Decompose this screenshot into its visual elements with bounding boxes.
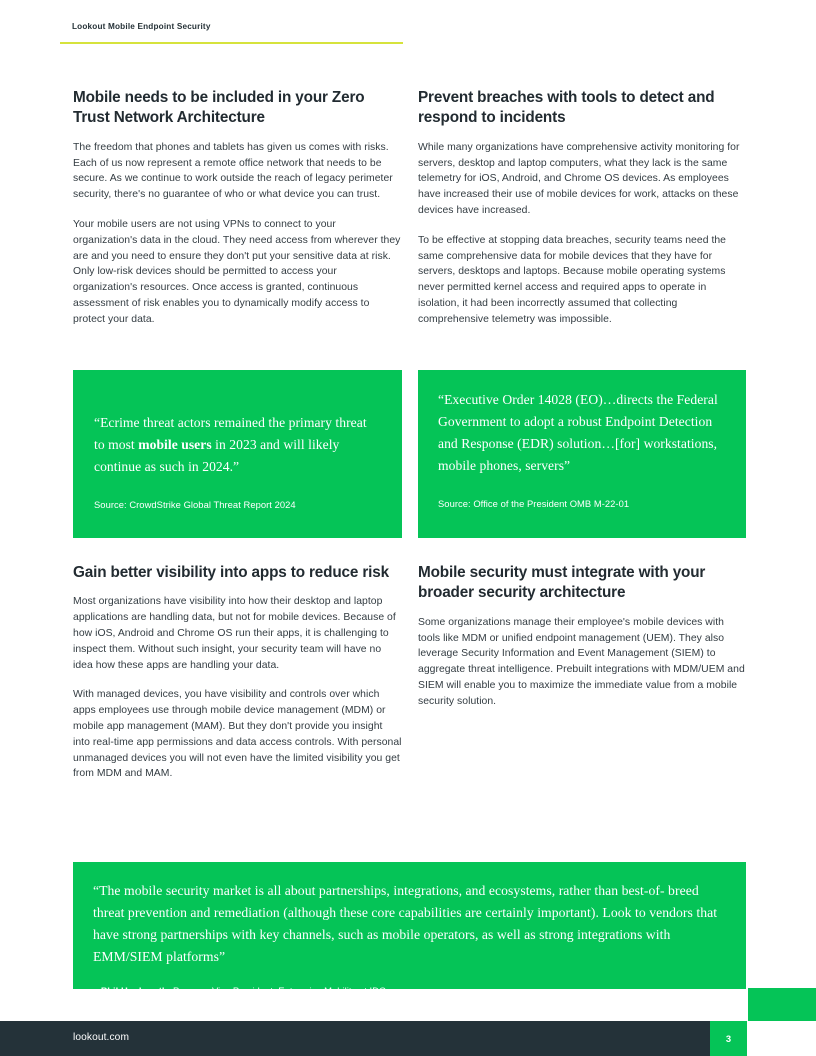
quote-text-emphasis: mobile users: [138, 437, 212, 453]
page-header: [60, 22, 403, 44]
page-number-badge: 3: [710, 1021, 747, 1056]
paragraph: Some organizations manage their employee's mobile devices with tools like MDM or unified endpoint management (UEM). They also leverage Security Information and Event Management (SIEM) to aggregate threat intelligence. Prebuilt integrations with MDM/UEM and SIEM will enable you to maximize the immediate value from a mobile security solution.: [418, 616, 745, 707]
section-title-integrate: Mobile security must integrate with your broader security architecture: [418, 564, 706, 602]
quote-text-part: “Ecrime threat actors remained the primary threat to most: [94, 415, 367, 453]
quote-card-crowdstrike: [73, 370, 402, 538]
quote-text: “Executive Order 14028 (EO)…directs the Federal Government to adopt a robust Endpoint Detection and Response (EDR) solution…[for] workstations, mobile phones, servers”: [438, 392, 718, 474]
section-prevent-breaches: [418, 88, 746, 328]
footer-accent-block: [748, 988, 816, 1021]
quote-card-idc: [73, 862, 746, 996]
section-title-app-visibility: Gain better visibility into apps to reduce risk: [73, 564, 389, 581]
section-integrate: [418, 563, 746, 710]
quote-card-omb: [418, 370, 746, 538]
section-app-visibility: [73, 563, 402, 782]
paragraph: Most organizations have visibility into how their desktop and laptop applications are handling data, but not for mobile devices. Because of how iOS, Android and Chrome OS run their apps, it is challenging to inspect them. Without such insight, your security team will have no idea how these apps are handling your data.: [73, 596, 396, 671]
document-kicker: Lookout Mobile Endpoint Security: [72, 22, 211, 31]
quote-source: Source: CrowdStrike Global Threat Report 2024: [94, 499, 296, 511]
paragraph: To be effective at stopping data breaches, security teams need the same comprehensive data for mobile devices that they have for servers, desktops and laptops. Because mobile operating systems never permitted kernel access and required apps to operate in isolation, it had been incorrectly assumed that collecting comprehensive telemetry was impossible.: [418, 234, 727, 325]
quote-text: [94, 412, 376, 478]
header-rule: [60, 42, 403, 44]
quote-source-name: Phil Hochmuth: [100, 984, 168, 996]
paragraph: The freedom that phones and tablets has given us comes with risks. Each of us now represent a remote office network that needs to be secure. As we continue to work outside the reach of legacy perimeter security, there's no guarantee of who or what device you can trust.: [73, 141, 393, 201]
quote-source: [93, 984, 724, 998]
paragraph: While many organizations have comprehensive activity monitoring for servers, desktop and laptop computers, what they lack is the same telemetry for iOS, Android, and Chrome OS devices. As employees have increased their use of mobile devices for work, attacks on these devices have increased.: [418, 141, 740, 216]
section-zero-trust: [73, 88, 402, 328]
section-title-prevent-breaches: Prevent breaches with tools to detect and respond to incidents: [418, 89, 715, 127]
quote-text-part: in 2023 and will likely continue as such in 2024.”: [94, 437, 340, 475]
quote-source: Source: Office of the President OMB M-22-01: [438, 498, 630, 510]
quote-source-dash: –: [93, 984, 101, 996]
section-title-zero-trust: Mobile needs to be included in your Zero Trust Network Architecture: [73, 89, 365, 127]
footer-website-url[interactable]: lookout.com: [73, 1032, 130, 1043]
quote-source-title: , Program Vice President, Enterprise Mobility at IDC.: [167, 984, 389, 996]
paragraph: With managed devices, you have visibility and controls over which apps employees use through mobile device management (MDM) or mobile app management (MAM). But they don't provide you insight into real-time app permissions and data access controls. With personal unmanaged devices you will not even have the limited visibility you get from MDM and MAM.: [73, 689, 402, 780]
quote-text: “The mobile security market is all about partnerships, integrations, and ecosystems, rather than best-of- breed threat prevention and remediation (although these core capabilities are certainly important). Look to vendors that have strong partnerships with key channels, such as mobile operators, as well as strong integrations with EMM/SIEM platforms”: [93, 883, 718, 964]
paragraph: Your mobile users are not using VPNs to connect to your organization's data in the cloud. They need access from wherever they are and you need to ensure they don't put your sensitive data at risk. Only low-risk devices should be permitted to access your organization's resources. Once access is granted, continuous assessment of risk enables you to dynamically modify access to protect your data.: [73, 218, 401, 325]
